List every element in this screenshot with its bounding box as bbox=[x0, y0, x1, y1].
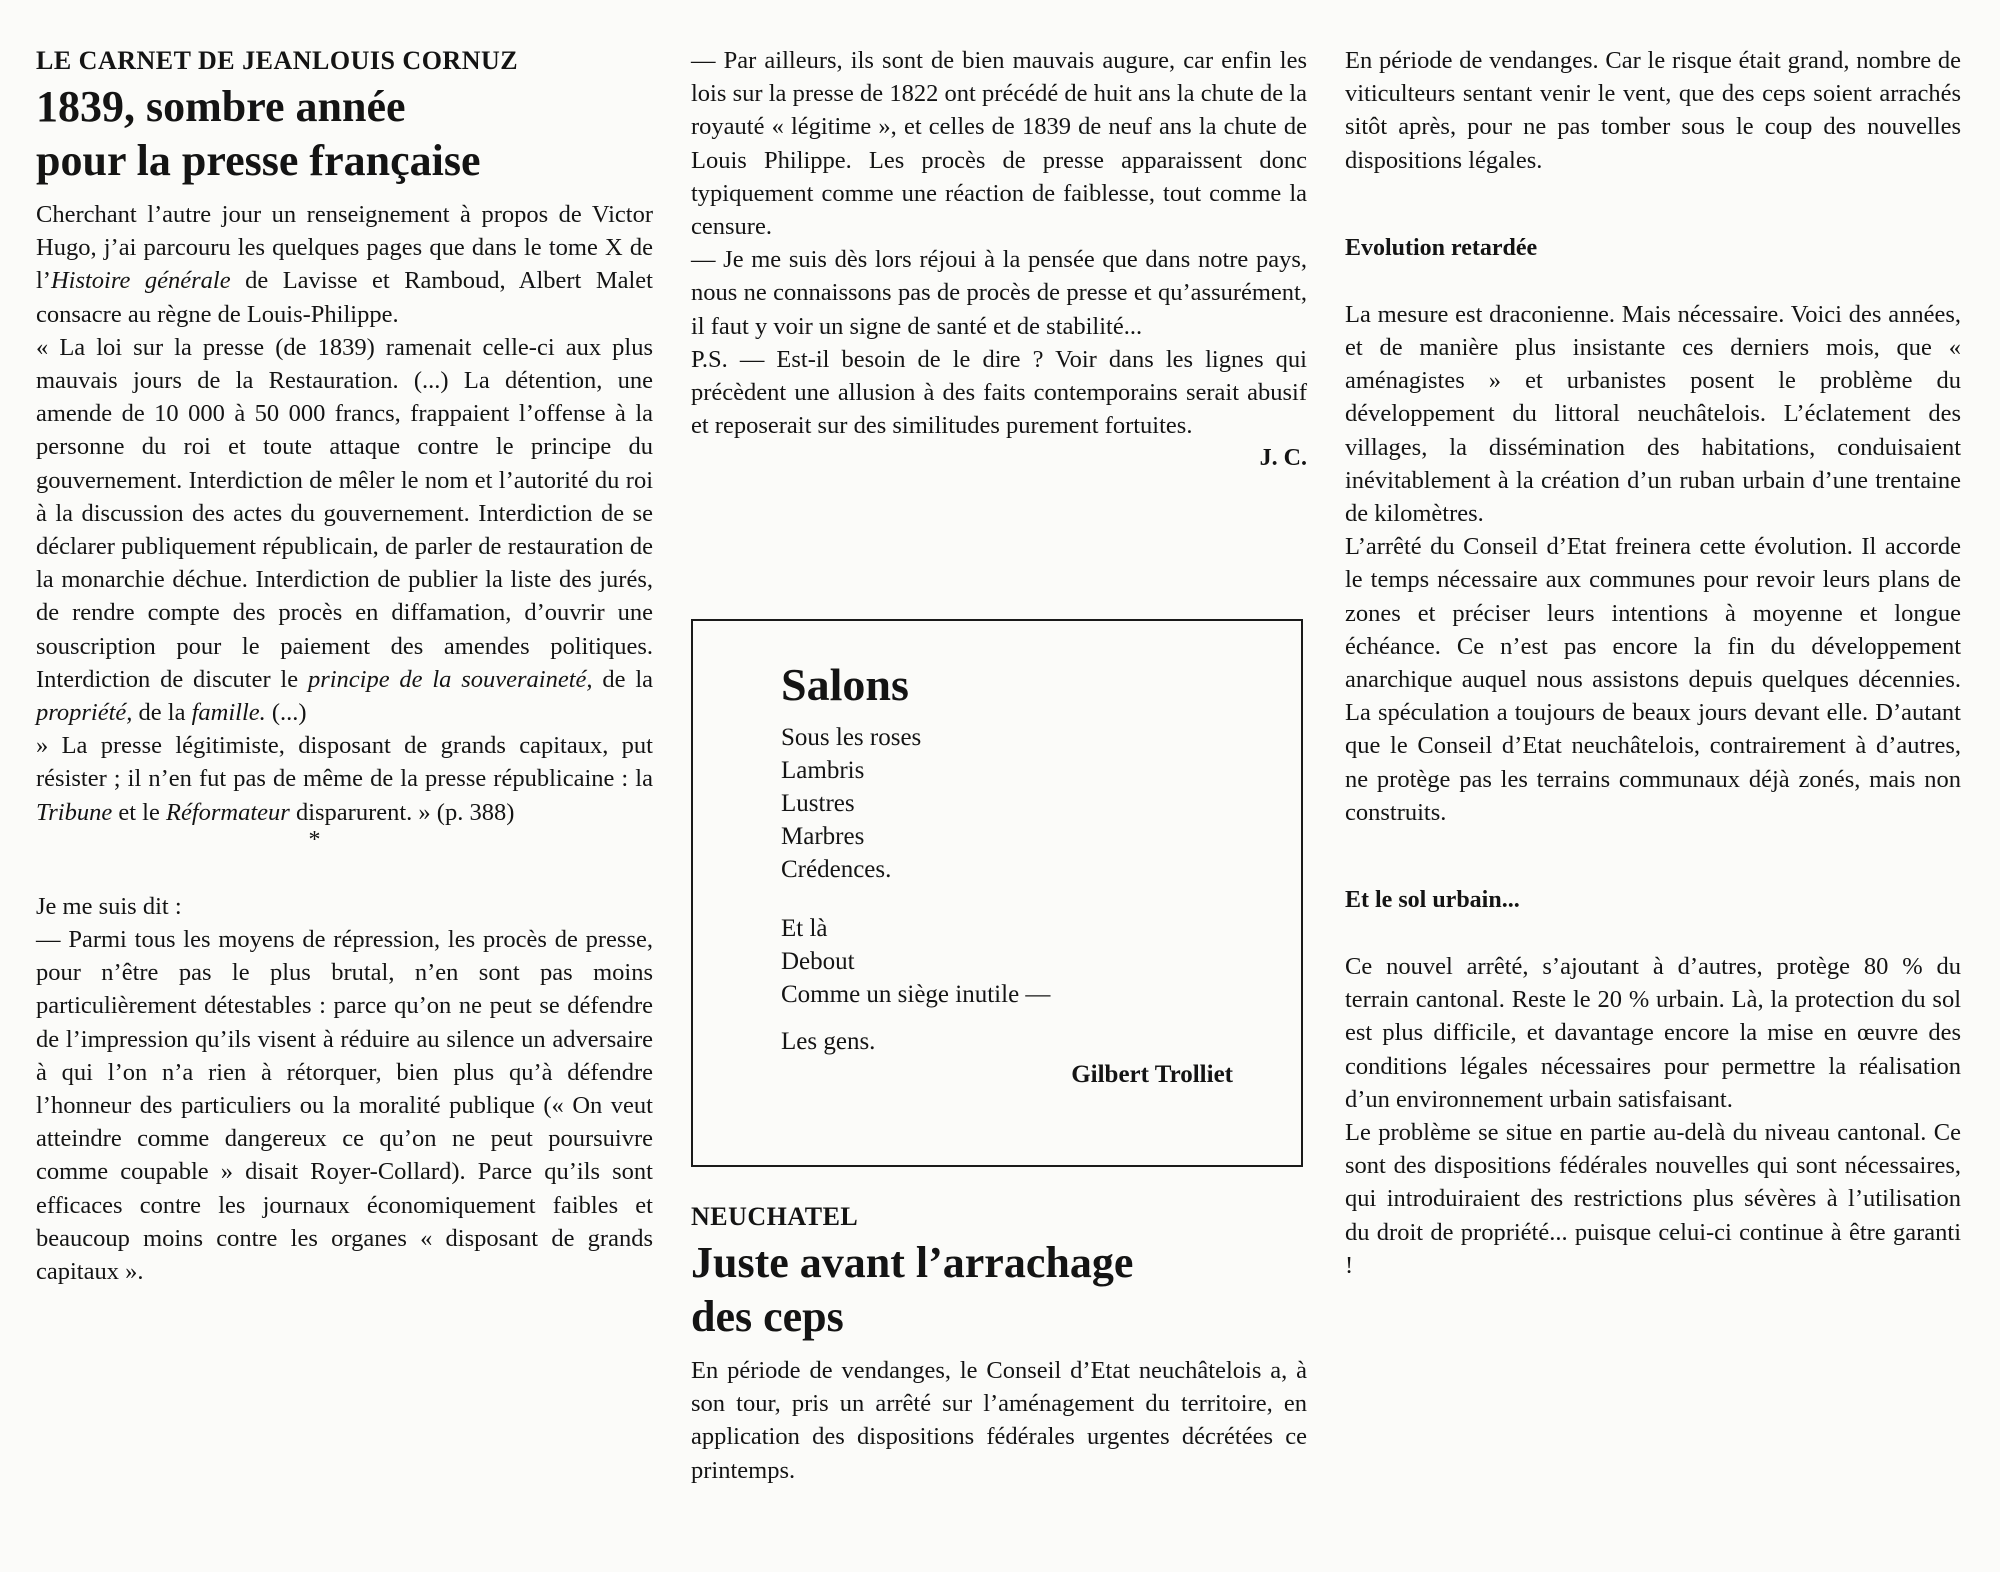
article-neuchatel bbox=[691, 1200, 1307, 1487]
italic-text: principe de la souveraineté, bbox=[307, 665, 593, 693]
italic-title: Réformateur bbox=[166, 798, 290, 826]
poem-line: Les gens. bbox=[781, 1028, 876, 1055]
article-headline bbox=[691, 1236, 1307, 1344]
paragraph: — Je me suis dès lors réjoui à la pensée que dans notre pays, nous ne connaissons pas de procès de presse et qu’assurément, il faut y voir un signe de santé et de stabilité... bbox=[691, 246, 1307, 340]
spacer bbox=[1345, 177, 1961, 210]
poem-line: Debout bbox=[781, 948, 855, 975]
paragraph bbox=[36, 198, 653, 331]
paragraph: P.S. — Est-il besoin de le dire ? Voir dans les lignes qui précèdent une allusion à des faits contemporains serait abusif et reposerait sur des similitudes purement fortuites. bbox=[691, 345, 1307, 440]
italic-title: Tribune bbox=[36, 798, 113, 826]
poem-line: Et là bbox=[781, 915, 828, 942]
text-run: Cherchant l’autre jour un renseignement à propos de Victor Hugo, j’ai parcouru les quelques pages que dans le tome X de l’ bbox=[36, 201, 653, 295]
text-run: de la bbox=[132, 699, 192, 727]
column-1 bbox=[36, 44, 653, 1288]
article-kicker: NEUCHATEL bbox=[691, 1202, 859, 1231]
paragraph: En période de vendanges, le Conseil d’Etat neuchâtelois a, à son tour, pris un arrêté sur l’aménagement du territoire, en application des dispositions fédérales urgentes décrétées ce printemps. bbox=[691, 1357, 1307, 1484]
poem-line: Marbres bbox=[781, 823, 865, 850]
section-subhead: Et le sol urbain... bbox=[1345, 887, 1520, 914]
spacer bbox=[1345, 210, 1961, 232]
paragraph: Ce nouvel arrêté, s’ajoutant à d’autres, protège 80 % du terrain cantonal. Reste le 20 % urbain. Là, la protection du sol est plus difficile, et davantage encore la mise en œuvre des conditions légales nécessaires pour permettre la réalisation d’un environnement urbain satisfaisant. bbox=[1345, 953, 1961, 1113]
stanza-gap bbox=[781, 1011, 1241, 1025]
poem bbox=[781, 657, 1241, 1091]
poem-author: Gilbert Trolliet bbox=[1071, 1061, 1233, 1088]
author-signature: J. C. bbox=[1259, 445, 1307, 472]
poem-line: Lustres bbox=[781, 790, 855, 817]
stanza-gap bbox=[781, 886, 1241, 912]
spacer bbox=[1345, 265, 1961, 298]
paragraph: Le problème se situe en partie au-delà du niveau cantonal. Ce sont des dispositions fédérales nouvelles qui sont nécessaires, qui introduiraient des restrictions plus sévères à l’utilisation du droit de propriété... puisque celui-ci continue à être garanti ! bbox=[1345, 1119, 1961, 1279]
paragraph: En période de vendanges. Car le risque était grand, nombre de viticulteurs sentant venir le vent, que des ceps soient arrachés sitôt après, pour ne pas tomber sous le coup des nouvelles dispositions légales. bbox=[1345, 47, 1961, 174]
spacer bbox=[1345, 862, 1961, 884]
article-kicker: LE CARNET DE JEANLOUIS CORNUZ bbox=[36, 46, 519, 75]
paragraph: — Parmi tous les moyens de répression, les procès de presse, pour n’être pas le plus brutal, n’en sont pas moins particulièrement détestables : parce qu’on ne peut se défendre de l’impression qu’ils visent à réduire au silence un adversaire à qui l’on n’a rien à rétorquer, bien plus qu’à défendre l’honneur des particuliers ou la moralité publique (« On veut atteindre comme dangereux ce qu’on ne peut poursuivre comme coupable » disait Royer-Collard). Parce qu’ils sont efficaces contre les journaux économiquement faibles et beaucoup moins contre les organes « disposant de grands capitaux ». bbox=[36, 926, 653, 1286]
column-3 bbox=[1345, 44, 1961, 1282]
headline-line: pour la presse française bbox=[36, 136, 481, 185]
text-run: et le bbox=[112, 798, 166, 826]
paragraph: La mesure est draconienne. Mais nécessaire. Voici des années, et de manière plus insistante ces derniers mois, que « aménagistes » et urbanistes posent le problème du développement du littoral neuchâtelois. L’éclatement des villages, la dissémination des habitations, conduisaient inévitablement à la création d’un ruban urbain d’une trentaine de kilomètres. bbox=[1345, 300, 1961, 528]
text-run: « La loi sur la presse (de 1839) ramenait celle-ci aux plus mauvais jours de la Restauration. (...) La détention, une amende de 10 000 à 50 000 francs, frappaient l’offense à la personne du roi et toute attaque contre le principe du gouvernement. Interdiction de mêler le nom et l’autorité du roi à la discussion des actes du gouvernement. Interdiction de se déclarer publiquement républicain, de parler de restauration de la monarchie déchue. Interdiction de publier la liste des jurés, de rendre compte des procès en diffamation, d’ouvrir une souscription pour le paiement des amendes politiques. Interdiction de discuter le bbox=[36, 333, 653, 693]
headline-line: 1839, sombre année bbox=[36, 82, 406, 131]
text-run: » La presse légitimiste, disposant de grands capitaux, put résister ; il n’en fut pas de même de la presse républicaine : la bbox=[36, 732, 653, 793]
italic-text: famille. bbox=[191, 699, 266, 727]
spacer bbox=[36, 857, 653, 890]
paragraph: L’arrêté du Conseil d’Etat freinera cette évolution. Il accorde le temps nécessaire aux communes pour revoir leurs plans de zones et préciser leurs intentions à moyenne et longue échéance. Ce n’est pas encore la fin du développement anarchique auquel nous assistons depuis quelques décennies. La spéculation a toujours de beaux jours devant elle. D’autant que le Conseil d’Etat neuchâtelois, contrairement à d’autres, ne protège pas les terrains communaux déjà zonés, mais non construits. bbox=[1345, 533, 1961, 826]
text-run: de la bbox=[592, 665, 654, 693]
poem-line: Sous les roses bbox=[781, 724, 922, 751]
article-headline bbox=[36, 80, 653, 188]
text-run: disparurent. » (p. 388) bbox=[289, 798, 515, 826]
text-run: (...) bbox=[265, 699, 307, 727]
column-2 bbox=[691, 44, 1307, 475]
poem-line: Crédences. bbox=[781, 856, 892, 883]
text-run: de Lavisse et Ramboud, Albert Malet consacre au règne de Louis-Philippe. bbox=[36, 267, 653, 328]
headline-line: des ceps bbox=[691, 1292, 844, 1341]
italic-text: propriété, bbox=[36, 699, 133, 727]
spacer bbox=[1345, 829, 1961, 862]
section-separator: * bbox=[308, 826, 321, 853]
section-subhead: Evolution retardée bbox=[1345, 234, 1538, 261]
poem-box bbox=[691, 619, 1303, 1167]
poem-line: Lambris bbox=[781, 757, 865, 784]
paragraph: Je me suis dit : bbox=[36, 892, 182, 920]
paragraph bbox=[36, 729, 653, 829]
spacer bbox=[1345, 917, 1961, 950]
poem-line: Comme un siège inutile — bbox=[781, 981, 1051, 1008]
italic-title: Histoire générale bbox=[50, 267, 231, 295]
paragraph bbox=[36, 331, 653, 729]
headline-line: Juste avant l’arrachage bbox=[691, 1238, 1134, 1287]
poem-title: Salons bbox=[781, 659, 909, 710]
paragraph: — Par ailleurs, ils sont de bien mauvais augure, car enfin les lois sur la presse de 1822 ont précédé de huit ans la chute de la royauté « légitime », et celles de 1839 de neuf ans la chute de Louis Philippe. Les procès de presse apparaissent donc typiquement comme une réaction de faiblesse, tout comme la censure. bbox=[691, 47, 1307, 241]
